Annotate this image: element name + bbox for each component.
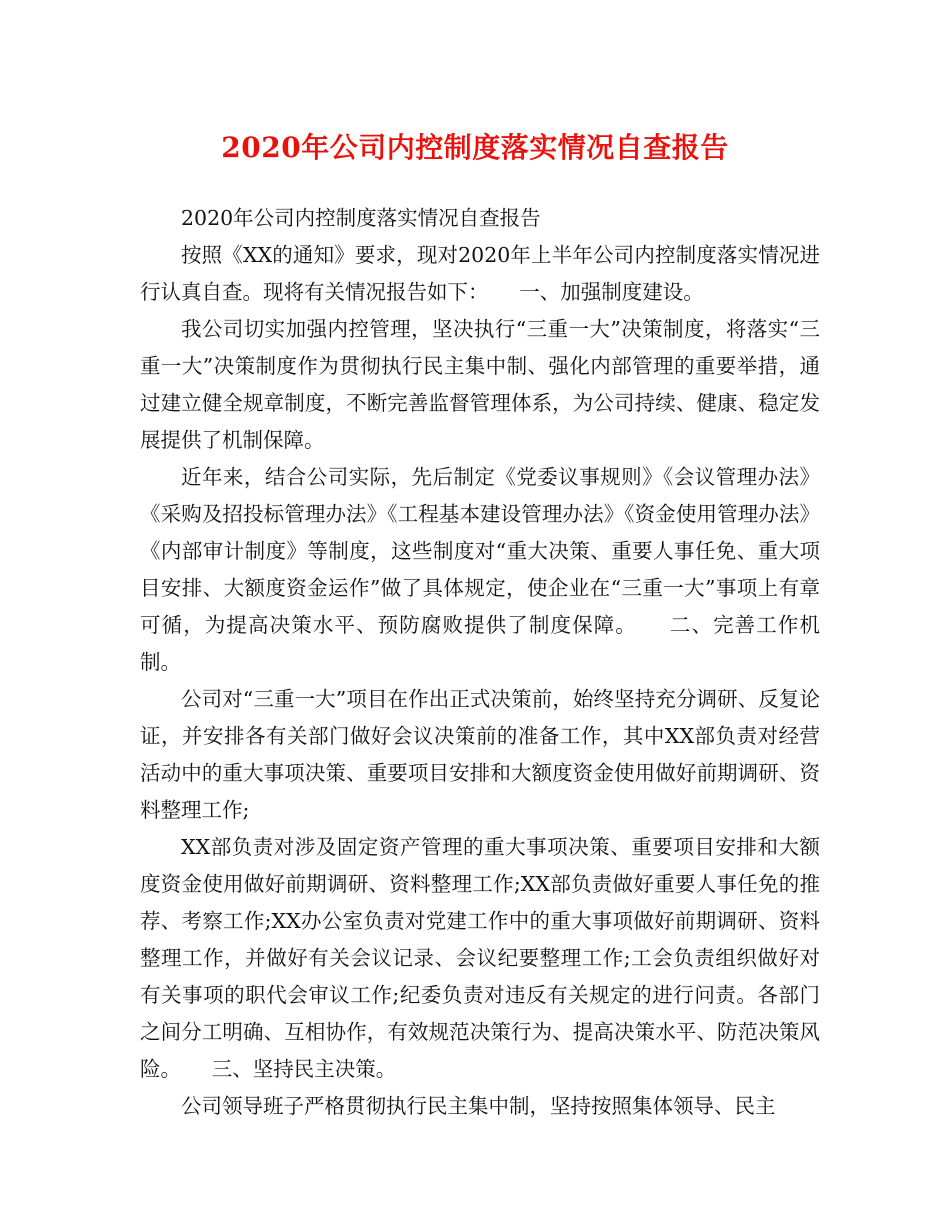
paragraph-work-mechanism: 公司对“三重一大”项目在作出正式决策前，始终坚持充分调研、反复论证，并安排各有关部门做好会议决策前的准备工作，其中XX部负责对经营活动中的重大事项决策、重要项目安排和大额度资金使用做好前期调研、资料整理工作;	[140, 687, 820, 822]
paragraph-department-duties: XX部负责对涉及固定资产管理的重大事项决策、重要项目安排和大额度资金使用做好前期调研、资料整理工作;XX部负责做好重要人事任免的推荐、考察工作;XX办公室负责对党建工作中的重大事项做好前期调研、资料整理工作，并做好有关会议记录、会议纪要整理工作;工会负责组织做好对有关事项的职代会审议工作;纪委负责对违反有关规定的进行问责。各部门之间分工明确、互相协作，有效规范决策行为、提高决策水平、防范决策风险。 三、坚持民主决策。	[140, 835, 820, 1081]
paragraph-regulations: 近年来，结合公司实际，先后制定《党委议事规则》《会议管理办法》《采购及招投标管理办法》《工程基本建设管理办法》《资金使用管理办法》《内部审计制度》等制度，这些制度对“重大决策、重要人事任免、重大项目安排、大额度资金运作”做了具体规定，使企业在“三重一大”事项上有章可循，为提高决策水平、预防腐败提供了制度保障。 二、完善工作机制。	[140, 465, 820, 674]
paragraph-system-building: 我公司切实加强内控管理，坚决执行“三重一大”决策制度，将落实“三重一大”决策制度作为贯彻执行民主集中制、强化内部管理的重要举措，通过建立健全规章制度，不断完善监督管理体系，为公司持续、健康、稳定发展提供了机制保障。	[140, 317, 820, 452]
document-body	[140, 200, 820, 1125]
paragraph-intro: 按照《XX的通知》要求，现对2020年上半年公司内控制度落实情况进行认真自查。现将有关情况报告如下： 一、加强制度建设。	[140, 243, 820, 304]
document-title: 2020年公司内控制度落实情况自查报告	[221, 131, 729, 164]
paragraph-democratic-decision: 公司领导班子严格贯彻执行民主集中制，坚持按照集体领导、民主	[181, 1094, 776, 1118]
paragraph-heading-repeat: 2020年公司内控制度落实情况自查报告	[181, 206, 541, 230]
